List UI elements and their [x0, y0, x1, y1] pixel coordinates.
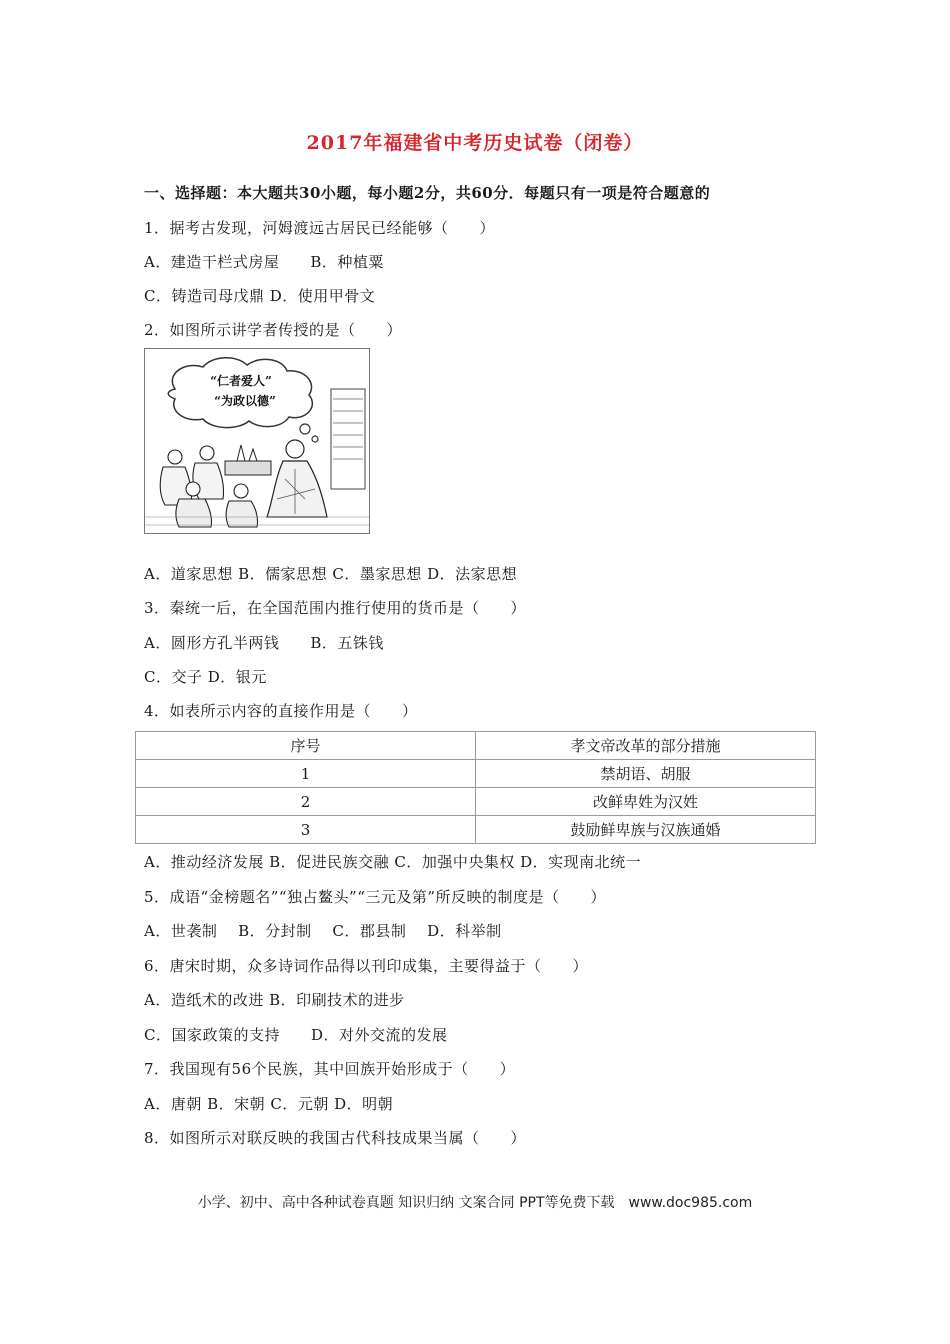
question-7-options: A．唐朝 B．宋朝 C．元朝 D．明朝 — [144, 1095, 394, 1113]
table-header-cell: 序号 — [136, 732, 476, 760]
question-1-stem: 1．据考古发现，河姆渡远古居民已经能够（ ） — [144, 219, 496, 237]
table-cell: 鼓励鲜卑族与汉族通婚 — [476, 816, 816, 844]
question-3-stem: 3．秦统一后，在全国范围内推行使用的货币是（ ） — [144, 599, 527, 617]
question-2-stem: 2．如图所示讲学者传授的是（ ） — [144, 321, 403, 339]
table-row — [136, 816, 816, 844]
table-row — [136, 788, 816, 816]
table-cell: 2 — [136, 788, 476, 816]
reform-measures-table — [135, 731, 816, 844]
question-1-options-row-2: C．铸造司母戊鼎 D．使用甲骨文 — [144, 287, 376, 305]
table-header-cell: 孝文帝改革的部分措施 — [476, 732, 816, 760]
confucius-lecture-illustration — [144, 348, 370, 534]
question-6-stem: 6．唐宋时期，众多诗词作品得以刊印成集，主要得益于（ ） — [144, 957, 589, 975]
question-4-stem: 4．如表所示内容的直接作用是（ ） — [144, 702, 418, 720]
page-footer: 小学、初中、高中各种试卷真题 知识归纳 文案合同 PPT等免费下载 www.doc985.com — [197, 1195, 753, 1211]
question-3-options-row-2: C．交子 D．银元 — [144, 668, 267, 686]
table-cell: 3 — [136, 816, 476, 844]
question-5-stem: 5．成语“金榜题名”“独占鳌头”“三元及第”所反映的制度是（ ） — [144, 888, 607, 906]
question-6-options-row-1: A．造纸术的改进 B．印刷技术的进步 — [144, 991, 405, 1009]
figure-quote-1: “仁者爱人” — [210, 374, 272, 388]
table-row — [136, 760, 816, 788]
question-8-stem: 8．如图所示对联反映的我国古代科技成果当属（ ） — [144, 1129, 527, 1147]
question-1-options-row-1: A．建造干栏式房屋 B．种植粟 — [144, 253, 384, 271]
question-5-options: A．世袭制 B．分封制 C．郡县制 D．科举制 — [144, 922, 502, 940]
table-header-row — [136, 732, 816, 760]
table-cell: 禁胡语、胡服 — [476, 760, 816, 788]
question-4-options: A．推动经济发展 B．促进民族交融 C．加强中央集权 D．实现南北统一 — [144, 853, 642, 871]
question-6-options-row-2: C．国家政策的支持 D．对外交流的发展 — [144, 1026, 448, 1044]
question-2-options: A．道家思想 B．儒家思想 C．墨家思想 D．法家思想 — [144, 565, 518, 583]
figure-quote-2: “为政以德” — [214, 394, 276, 408]
section-heading: 一、选择题：本大题共30小题，每小题2分，共60分．每题只有一项是符合题意的 — [144, 184, 711, 202]
table-cell: 1 — [136, 760, 476, 788]
question-3-options-row-1: A．圆形方孔半两钱 B．五铢钱 — [144, 634, 384, 652]
question-7-stem: 7．我国现有56个民族，其中回族开始形成于（ ） — [144, 1060, 516, 1078]
table-cell: 改鲜卑姓为汉姓 — [476, 788, 816, 816]
exam-title: 2017年福建省中考历史试卷（闭卷） — [306, 132, 644, 154]
